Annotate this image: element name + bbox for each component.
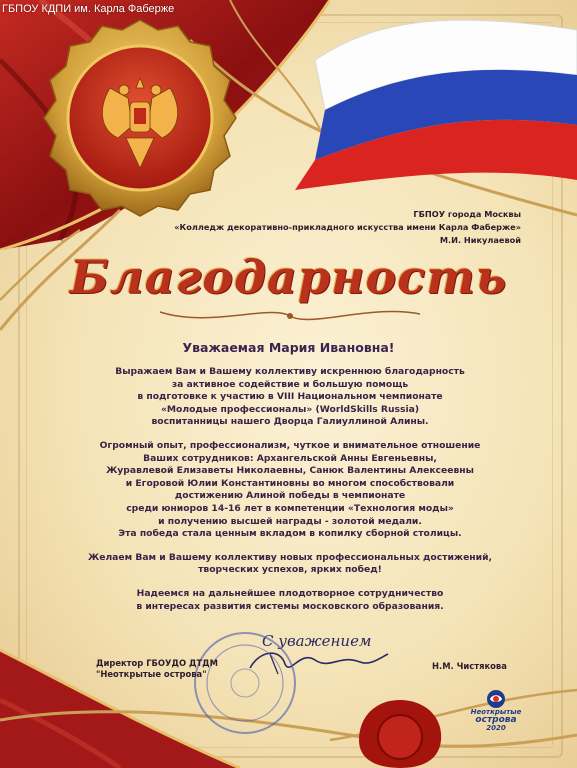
body-paragraph: [40, 552, 540, 577]
respect-signoff: С уважением: [262, 632, 372, 650]
address-line-1: ГБПОУ города Москвы: [413, 209, 521, 219]
body-line: в подготовке к участию в VIII Национальном чемпионате: [137, 391, 443, 403]
body-line: среди юниоров 14-16 лет в компетенции «Технология моды»: [126, 502, 454, 514]
body-line: в интересах развития системы московского образования.: [136, 600, 444, 612]
logo-caption: [466, 708, 526, 732]
director-title: Директор ГБОУДО ДТДМ: [96, 658, 218, 668]
coat-of-arms-seal: [40, 18, 240, 218]
director-name: Н.М. Чистякова: [432, 661, 507, 671]
body-line: Надеемся на дальнейшее плодотворное сотрудничество: [136, 587, 444, 599]
logo-line-1: Неоткрытые: [470, 708, 522, 716]
body-line: «Молодые профессионалы» (WorldSkills Russia): [160, 403, 420, 415]
body-line: Огромный опыт, профессионализм, чуткое и внимательное отношение: [99, 439, 481, 451]
body-line: и Егоровой Юлии Константиновны во многом способствовали: [125, 477, 455, 489]
body-paragraph: [40, 366, 540, 429]
recipient-address: [174, 208, 521, 247]
address-line-3: М.И. Никулаевой: [439, 235, 521, 245]
body-line: Ваших сотрудников: Архангельской Анны Евгеньевны,: [143, 452, 437, 464]
body-line: воспитанницы нашего Дворца Галиуллиной Алины.: [151, 416, 429, 428]
body-paragraph: [40, 588, 540, 613]
wax-seal: [355, 695, 445, 768]
body-line: Желаем Вам и Вашему коллективу новых профессиональных достижений,: [87, 551, 493, 563]
director-org: "Неоткрытые острова": [96, 669, 207, 679]
body-line: достижению Алиной победы в чемпионате: [174, 490, 406, 502]
letter-body: [40, 366, 540, 624]
body-line: Журавлевой Елизаветы Николаевны, Санюк Валентины Алексеевны: [106, 465, 474, 477]
logo-line-2: острова: [475, 715, 517, 725]
body-paragraph: [40, 440, 540, 541]
body-line: творческих успехов, ярких побед!: [198, 564, 382, 576]
director-block: [96, 658, 218, 680]
official-stamp: [190, 628, 300, 738]
russian-flag: [285, 0, 577, 200]
body-line: Выражаем Вам и Вашему коллективу искреннюю благодарность: [115, 366, 465, 377]
body-line: и получению высшей награды - золотой медали.: [158, 515, 422, 527]
body-line: Эта победа стала ценным вкладом в копилку сборной столицы.: [118, 528, 462, 540]
logo-year: 2020: [486, 724, 506, 732]
neotkrytye-ostrova-logo-icon: [466, 688, 526, 710]
greeting: Уважаемая Мария Ивановна!: [182, 340, 395, 355]
watermark-text: ГБПОУ КДПИ им. Карла Фаберже: [2, 3, 175, 15]
certificate-title: Благодарность: [69, 250, 508, 304]
title-flourish: [150, 300, 430, 330]
address-line-2: «Колледж декоративно-прикладного искусства имени Карла Фаберже»: [174, 222, 521, 232]
body-line: за активное содействие и большую помощь: [171, 378, 409, 390]
